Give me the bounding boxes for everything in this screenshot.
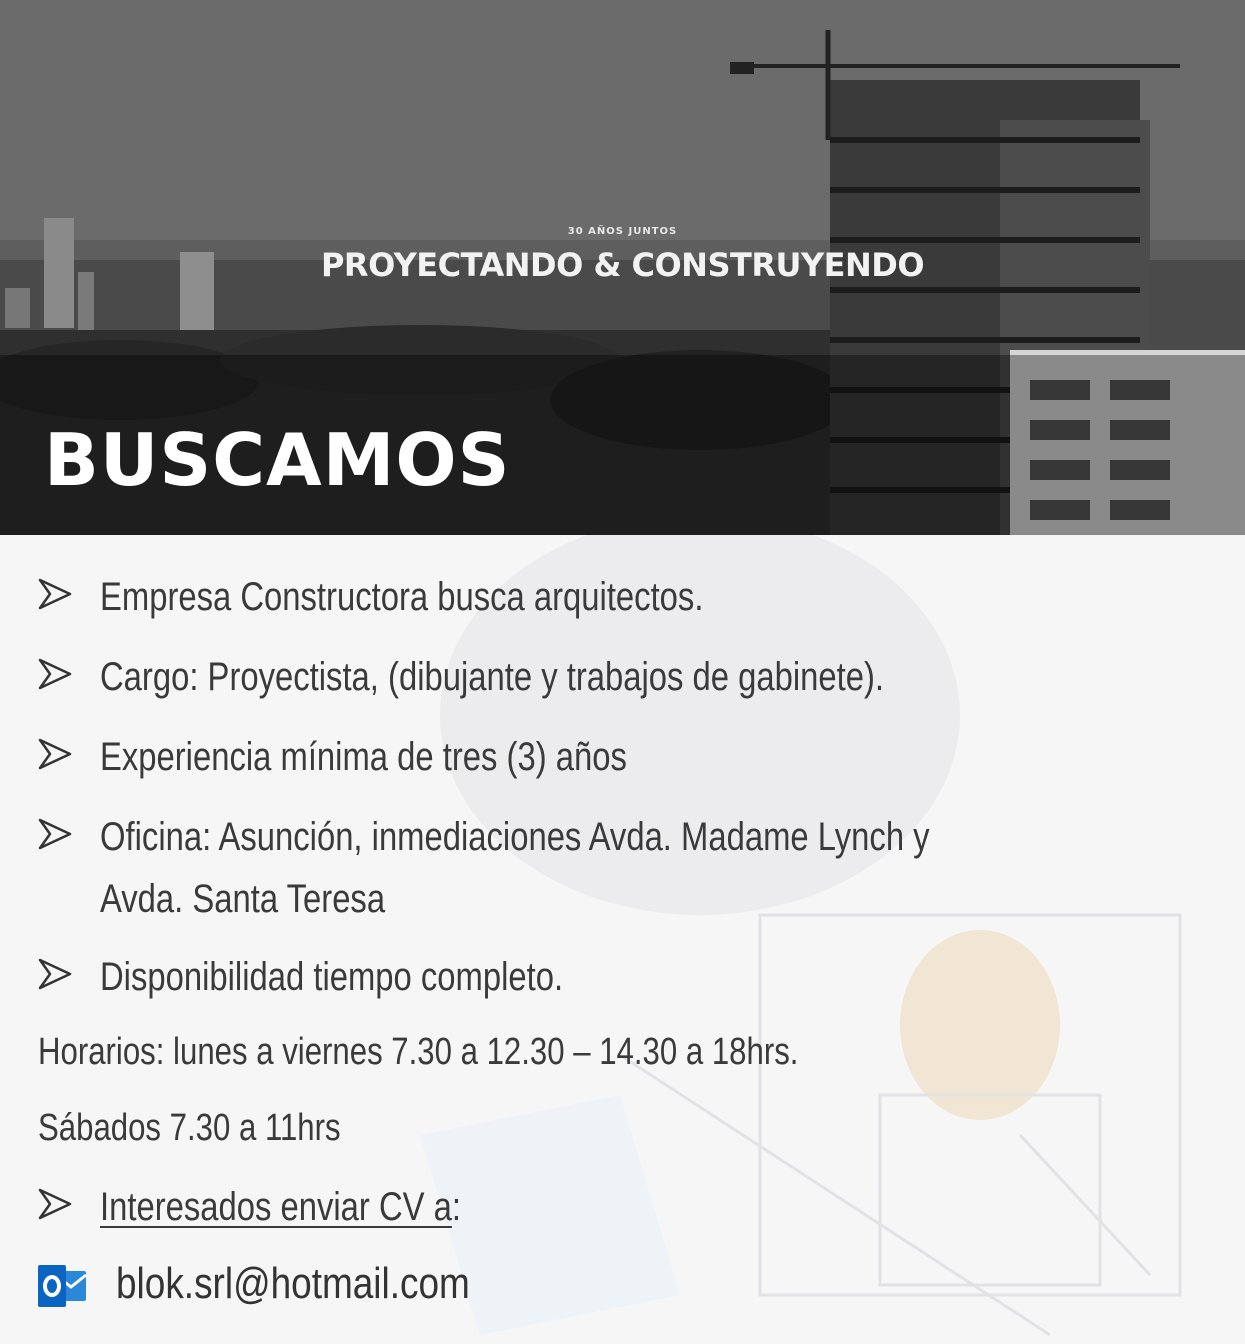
slogan: PROYECTANDO & CONSTRUYENDO [320, 246, 925, 284]
header-banner [0, 0, 1245, 535]
arrow-bullet-icon [38, 737, 72, 771]
item-text: Cargo: Proyectista, (dibujante y trabajos de gabinete). [100, 655, 884, 699]
outlook-icon [38, 1263, 88, 1309]
arrow-bullet-icon [38, 817, 72, 851]
anniversary-kicker: 30 AÑOS JUNTOS [567, 226, 678, 237]
job-details [0, 535, 1245, 1344]
contact-label: Interesados enviar CV a [100, 1185, 452, 1229]
contact-colon: : [451, 1185, 462, 1229]
contact-label-wrap [100, 1177, 461, 1237]
arrow-bullet-icon [38, 657, 72, 691]
schedule-weekdays: Horarios: lunes a viernes 7.30 a 12.30 – 14.30 a 18hrs. [38, 1031, 799, 1073]
arrow-bullet-icon [38, 577, 72, 611]
item-text: Empresa Constructora busca arquitectos. [100, 575, 704, 619]
page-title: BUSCAMOS [44, 418, 511, 502]
item-text: Experiencia mínima de tres (3) años [100, 735, 627, 779]
schedule-saturday: Sábados 7.30 a 11hrs [38, 1107, 341, 1149]
arrow-bullet-icon [38, 957, 72, 991]
email-link[interactable]: blok.srl@hotmail.com [116, 1259, 470, 1308]
item-text-continued: Avda. Santa Teresa [100, 877, 386, 921]
arrow-bullet-icon [38, 1187, 72, 1221]
item-text: Oficina: Asunción, inmediaciones Avda. Madame Lynch y [100, 815, 930, 859]
item-text: Disponibilidad tiempo completo. [100, 955, 564, 999]
